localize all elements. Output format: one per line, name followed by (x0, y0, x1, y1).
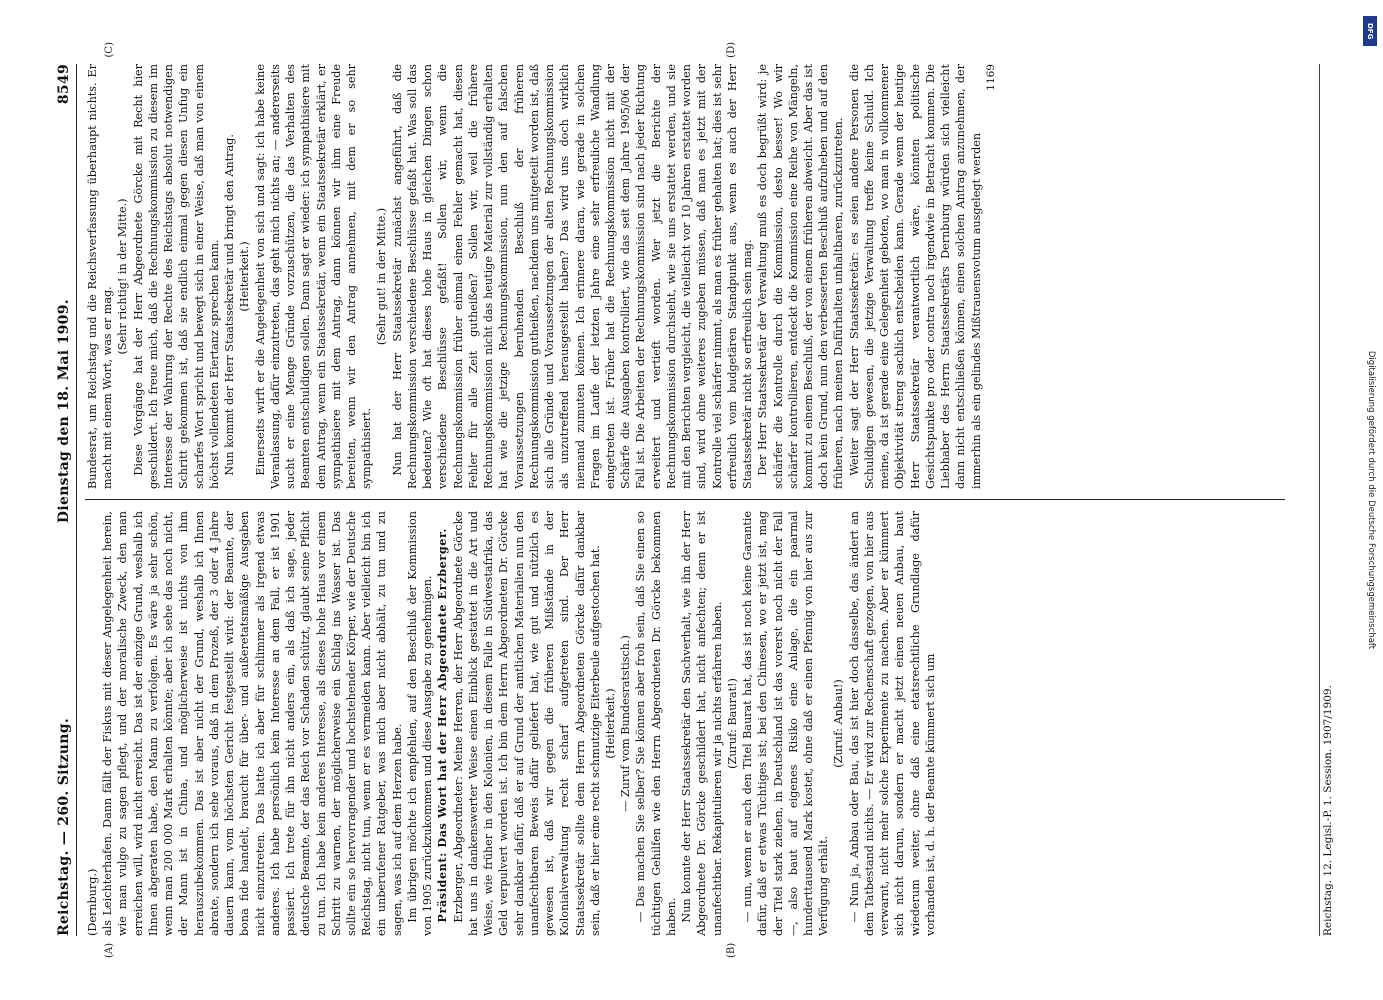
margin-marker-c: (C) (104, 42, 115, 58)
paragraph: Bundesrat, um Reichstag und die Reichsverfassung überhaupt nichts. Er macht mit einem Wort, was er mag. (86, 64, 115, 489)
paragraph: Der Herr Staatssekretär der Verwaltung muß es doch begrüßt wird: je schärfer die Kontrolle durch die Kommission, desto besser! Wo wir schärfer kontrollieren, entdeckt die Kommission eine Reihe von Mängeln, kommt zu einem Beschluß, der von einem früheren abweicht. Aber das ist doch kein Grund, nun den verbesserten Beschluß aufzuheben und auf den früheren, nach meinen Dafürhalten unhaltbaren, zurückzutreten. (756, 64, 846, 489)
interjection: (Zuruf: Baurat!) (725, 678, 739, 769)
margin-marker-a: (A) (104, 942, 115, 958)
paragraph: — Nun ja, Anbau oder Bau, das ist hier doch dasselbe, das ändert an dem Tatbestand nichts. — Er wird zur Rechenschaft gezogen, von hier aus verwarnt, nicht mehr solche Experimente zu machen. Aber er kümmert sich nicht darum, sondern er macht jetzt einen neuen Anbau, baut wiederum weiter, ohne daß eine etatsrechtliche Grundlage dafür vorhanden ist, d. h. der Beamte kümmert sich um (847, 511, 937, 936)
paragraph: — nun, wenn er auch den Titel Baurat hat, das ist noch keine Garantie dafür, daß er etwas Tüchtiges ist; bei den Chinesen, wo er jetzt ist, mag der Titel stark ziehen, in Deutschland ist das vorerst noch nicht der Fall —, also baut auf eigenes Risiko eine Anlage, die ein paarmal hunderttausend Mark kostet, ohne daß er einen Pfennig von hier aus zur Verfügung erhält. (741, 511, 831, 936)
speaker-continuation: (Dernburg.) (86, 868, 99, 936)
two-column-body (85, 42, 1315, 958)
interjection: (Heiterkeit.) (603, 688, 617, 759)
digitization-credit (1363, 10, 1379, 990)
paragraph: Diese Vorgänge hat der Herr Abgeordnete Görcke mit Recht hier geschildert. Ich freue mich, daß die Rechnungskommission zu diesem im Interesse der Wahrung der Rechte des Reichstags absolut notwendigen Schritt gekommen ist, daß sie endlich einmal gegen diesen Unfug ein scharfes Wort spricht und bewegt sich in einer Weise, daß man von einem höchst vollendeten Eiertanz sprechen kann. (131, 64, 221, 489)
president-announcement: Präsident: Das Wort hat der Herr Abgeordnete Erzberger. (435, 528, 450, 923)
credit-text: Digitalisierung gefördert durch die Deutsche Forschungsgemeinschaft (1366, 350, 1376, 650)
margin-marker-b: (B) (726, 942, 737, 958)
interjection: (Zuruf: Anbau!) (832, 679, 846, 768)
page-footer (1319, 64, 1334, 936)
interjection: (Heiterkeit.) (238, 241, 252, 312)
interjection: (Sehr richtig! in der Mitte.) (116, 198, 130, 355)
paragraph: Nun kommt der Herr Staatssekretär und bringt den Antrag. (223, 134, 237, 476)
right-column (85, 42, 1315, 489)
running-head-left: Reichstag. — 260. Sitzung. (56, 717, 72, 936)
paragraph: Nun konnte der Herr Staatssekretär den Sachverhalt, wie ihn der Herr Abgeordnete Dr. Görcke geschildert hat, nicht anfechten; denn er ist unanfechtbar. Rekapitulieren wir ja nichts erfahren haben. (680, 511, 724, 936)
speech-erzberger: Erzberger, Abgeordneter: Meine Herren, der Herr Abgeordnete Görcke hat uns in dankenswerter Weise einen Einblick gestattet in die Art und Weise, wie früher in den Kolonien, in diesem Falle in Südwestafrika, das Geld verpulvert worden ist. Ich bin dem Herrn Abgeordneten Dr. Görcke sehr dankbar dafür, daß er auf Grund der amtlichen Materialien nun den unanfechtbaren Beweis dafür geliefert hat, wie gut und nützlich es gewesen ist, daß wir gegen die früheren Mißstände in der Kolonialverwaltung recht scharf aufgetreten sind. Der Herr Staatssekretär sollte dem Herrn Abgeordneten Görcke dafür dankbar sein, daß er hier eine recht schmutzige Eiterbeule aufgestochen hat. (451, 511, 602, 936)
page-number: 8549 (56, 64, 72, 105)
interjection: (Sehr gut! in der Mitte.) (375, 207, 389, 346)
column-divider (85, 499, 1285, 500)
paragraph: Weiter sagt der Herr Staatssekretär: es seien andere Personen die Schuldigen gewesen, die jetzige Verwaltung treffe keine Schuld. Ich meine, da ist gerade eine Gelegenheit geboten, wo man in vollkommener Objektivität streng sachlich entscheiden kann. Gerade wenn der heutige Herr Staatssekretär verantwortlich wäre, könnten politische Gesichtspunkte pro oder contra noch irgendwie in Betracht kommen. Die Liebhaber des Herrn Staatssekretärs Dernburg würden sich vielleicht dann nicht entschließen können, einen solchen Antrag anzunehmen, der immerhin als ein gelindes Mißtrauensvotum ausgelegt werden (847, 64, 983, 489)
running-head-date: Dienstag den 18. Mai 1909. (56, 299, 72, 524)
paragraph: als Leichterhafen. Dann fällt der Fiskus mit dieser Angelegenheit herein, wie man vulgo zu sagen pflegt, und der moralische Zweck, den man erreichen will, wird nicht erreicht. Das ist der einzige Grund, weshalb ich Ihnen abgeraten habe, den Mann zu verfolgen. Es wäre ja sehr schön, wenn man 200 000 Mark erhalten könnte; aber ich sehe das noch nicht, der Mann ist in China, und möglicherweise ist nichts von ihm herauszubekommen. Das ist aber nicht der Grund, weshalb ich Ihnen abrate, sondern ich sehe voraus, daß in dem Prozeß, der 3 oder 4 Jahre dauern kann, vom höchsten Gericht festgestellt wird: der Beamte, der bona fide handelt, braucht für über- und außeretatsmäßige Ausgaben nicht einzutreten. Das hatte ich aber für schlimmer als irgend etwas anderes. Ich habe persönlich kein Interesse an dem Fall, er ist 1901 passiert. Ich trete für ihn nicht anders ein, als daß ich sage, jeder deutsche Beamte, der das Reich vor Schaden schützt, glaubt seine Pflicht zu tun. Ich habe kein anderes Interesse, als dieses hohe Haus vor einem Schritt zu warnen, der möglicherweise ein Schlag ins Wasser ist. Das sollte ein so hervorragender und hochstehender Körper, wie der Deutsche Reichstag, nicht tun, wenn er es vermeiden kann. Aber vielleicht bin ich ein unberufener Ratgeber, was mich aber nicht abhält, zu tun und zu sagen, was ich auf dem Herzen habe. (101, 511, 404, 936)
document-page (26, 30, 1356, 970)
paragraph: Nun hat der Herr Staatssekretär zunächst angeführt, daß die Rechnungskommission verschiedene Beschlüsse gefaßt hat. Was soll das bedeuten? Wie oft hat dieses hohe Haus in gleichen Dingen schon verschiedene Beschlüsse gefaßt! Sollen wir, wenn die Rechnungskommission früher einmal einen Fehler gemacht hat, diesen Fehler für alle Zeit gutheißen? Sollen wir, weil die frühere Rechnungskommission nicht das heutige Material zur vollständig erhalten hat wie die jetzige Rechnungskommission, nun den auf falschen Voraussetzungen beruhenden Beschluß der früheren Rechnungskommission gutheißen, nachdem uns mitgeteilt worden ist, daß sich alle Gründe und Voraussetzungen der alten Rechnungskommission als unzutreffend herausgestellt haben? Das wird uns doch wirklich niemand zumuten können. Ich erinnere daran, wie gerade in solchen Fragen im Laufe der letzten Jahre eine sehr erfreuliche Wandlung eingetreten ist. Früher hat die Rechnungskommission nicht mit der Schärfe die Ausgaben kontrolliert, wie das seit dem Jahre 1905/06 der Fall ist. Die Arbeiten der Rechnungskommission sind nach jeder Richtung erweitert und vertieft worden. Wer jetzt die Berichte der Rechnungskommission durchsieht, wie sie uns erstattet werden, und sie mit den Berichten vergleicht, die vielleicht vor 10 Jahren erstattet worden sind, wird ohne weiteres zugeben müssen, daß man es jetzt mit der Kontrolle viel schärfer nimmt, als man es früher gehalten hat; dies ist sehr erfreulich vom budgetären Standpunkt aus, wenn es auch der Herr Staatssekretär nicht so erfreulich sein mag. (390, 64, 755, 489)
left-column (85, 511, 1315, 958)
paragraph: — Das machen Sie selber? Sie können aber froh sein, daß Sie einen so tüchtigen Gehilfen wie den Herrn Abgeordneten Dr. Görcke bekommen haben. (634, 511, 678, 936)
interjection: — Zuruf vom Bundesratstisch.) (619, 635, 633, 812)
printer-signature: 1169 (984, 64, 997, 91)
paragraph: Einerseits wirft er die Angelegenheit von sich und sagt: ich habe keine Veranlassung, dafür einzutreten, das geht mich nichts an; — andererseits sucht er eine Menge Gründe vorzuschützen, die das Verhalten des Beamten entschuldigen sollen. Dann sagt er wieder: ich sympathisiere mit dem Antrag, wenn ein Staatssekretär, wenn ein Staatssekretär erklärt, er sympathisiere mit dem Antrag, dann können wir ihm eine Freude bereiten, wenn wir den Antrag annehmen, mit dem er so sehr sympathisiert. (253, 64, 374, 489)
running-head (56, 64, 77, 936)
footer-session: Reichstag. 12. Legisl.-P. 1. Session. 1907/1909. (1322, 685, 1334, 936)
margin-marker-d: (D) (726, 42, 737, 58)
dfg-logo: DFG (1363, 16, 1377, 46)
paragraph: Im übrigen möchte ich empfehlen, auf den Beschluß der Kommission von 1905 zurückzukommen und diese Ausgabe zu genehmigen. (405, 511, 435, 936)
